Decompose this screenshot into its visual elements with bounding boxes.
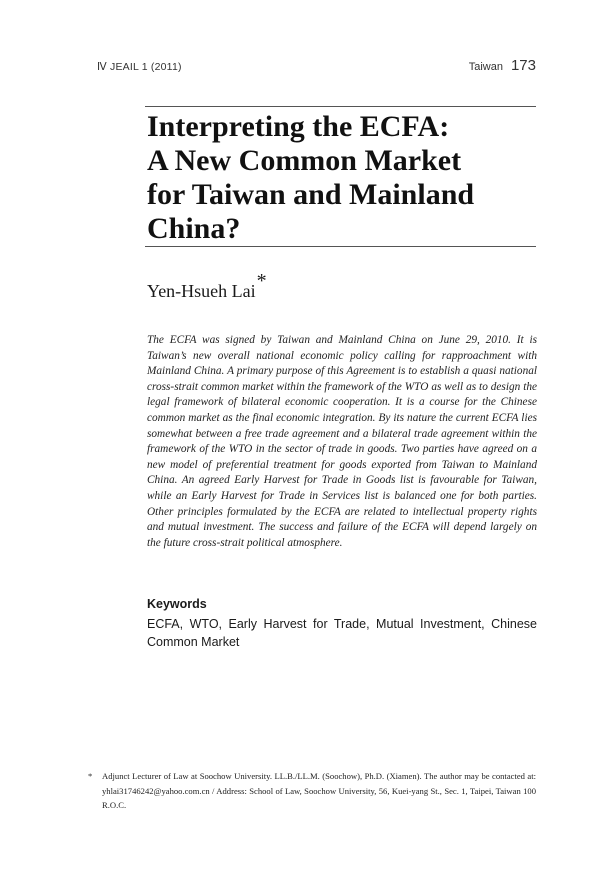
page-number: 173 [510,57,536,74]
footnote-text: Adjunct Lecturer of Law at Soochow University. LL.B./LL.M. (Soochow), Ph.D. (Xiamen). The author may be contacted at: yhlai31746242@yahoo.com.cn / Address: School of Law, Soochow University, 56, Kuei-yang St., Sec. 1, Taipei, Taiwan 100 R.O.C. [102,771,536,810]
author-footnote-marker[interactable]: * [256,270,267,292]
title-line: A New Common Market [147,144,462,177]
title-bottom-rule [145,246,536,247]
author-line [147,270,267,302]
title-line: for Taiwan and Mainland [147,178,475,211]
article-title [147,110,537,246]
title-top-rule [145,106,536,107]
abstract: The ECFA was signed by Taiwan and Mainland China on June 29, 2010. It is Taiwan’s new overall national economic policy calling for rapproachment with Mainland China. A primary purpose of this Agreement is to establish a quasi national cross-strait common market within the framework of the WTO as well as to design the legal framework of bilateral economic cooperation. It is a course for the Chinese common market as the final economic integration. By its nature the current ECFA lies somewhat between a free trade agreement and a bilateral trade agreement within the framework of the WTO in the sector of trade in goods. Two parties have agreed on a new model of preferential treatment for goods exported from Taiwan to Mainland China. An agreed Early Harvest for Trade in Goods list is favourable for Taiwan, while an Early Harvest for Trade in Services list is balanced one for both parties. Other principles formulated by the ECFA are related to intellectual property rights and mutual investment. The success and failure of the ECFA will depend largely on the future cross-strait political atmosphere. [147,334,537,549]
keywords-heading: Keywords [147,597,207,611]
running-header-journal: Ⅳ JEAIL 1 (2011) [97,61,182,73]
running-header-right [469,57,536,74]
title-line: China? [147,212,241,245]
footnote-marker: * [88,771,93,781]
title-line: Interpreting the ECFA: [147,110,450,143]
footnote [88,769,536,813]
running-header-country: Taiwan [468,61,503,73]
keywords-list: ECFA, WTO, Early Harvest for Trade, Mutual Investment, Chinese Common Market [147,617,537,649]
author-name: Yen-Hsueh Lai [147,281,256,301]
